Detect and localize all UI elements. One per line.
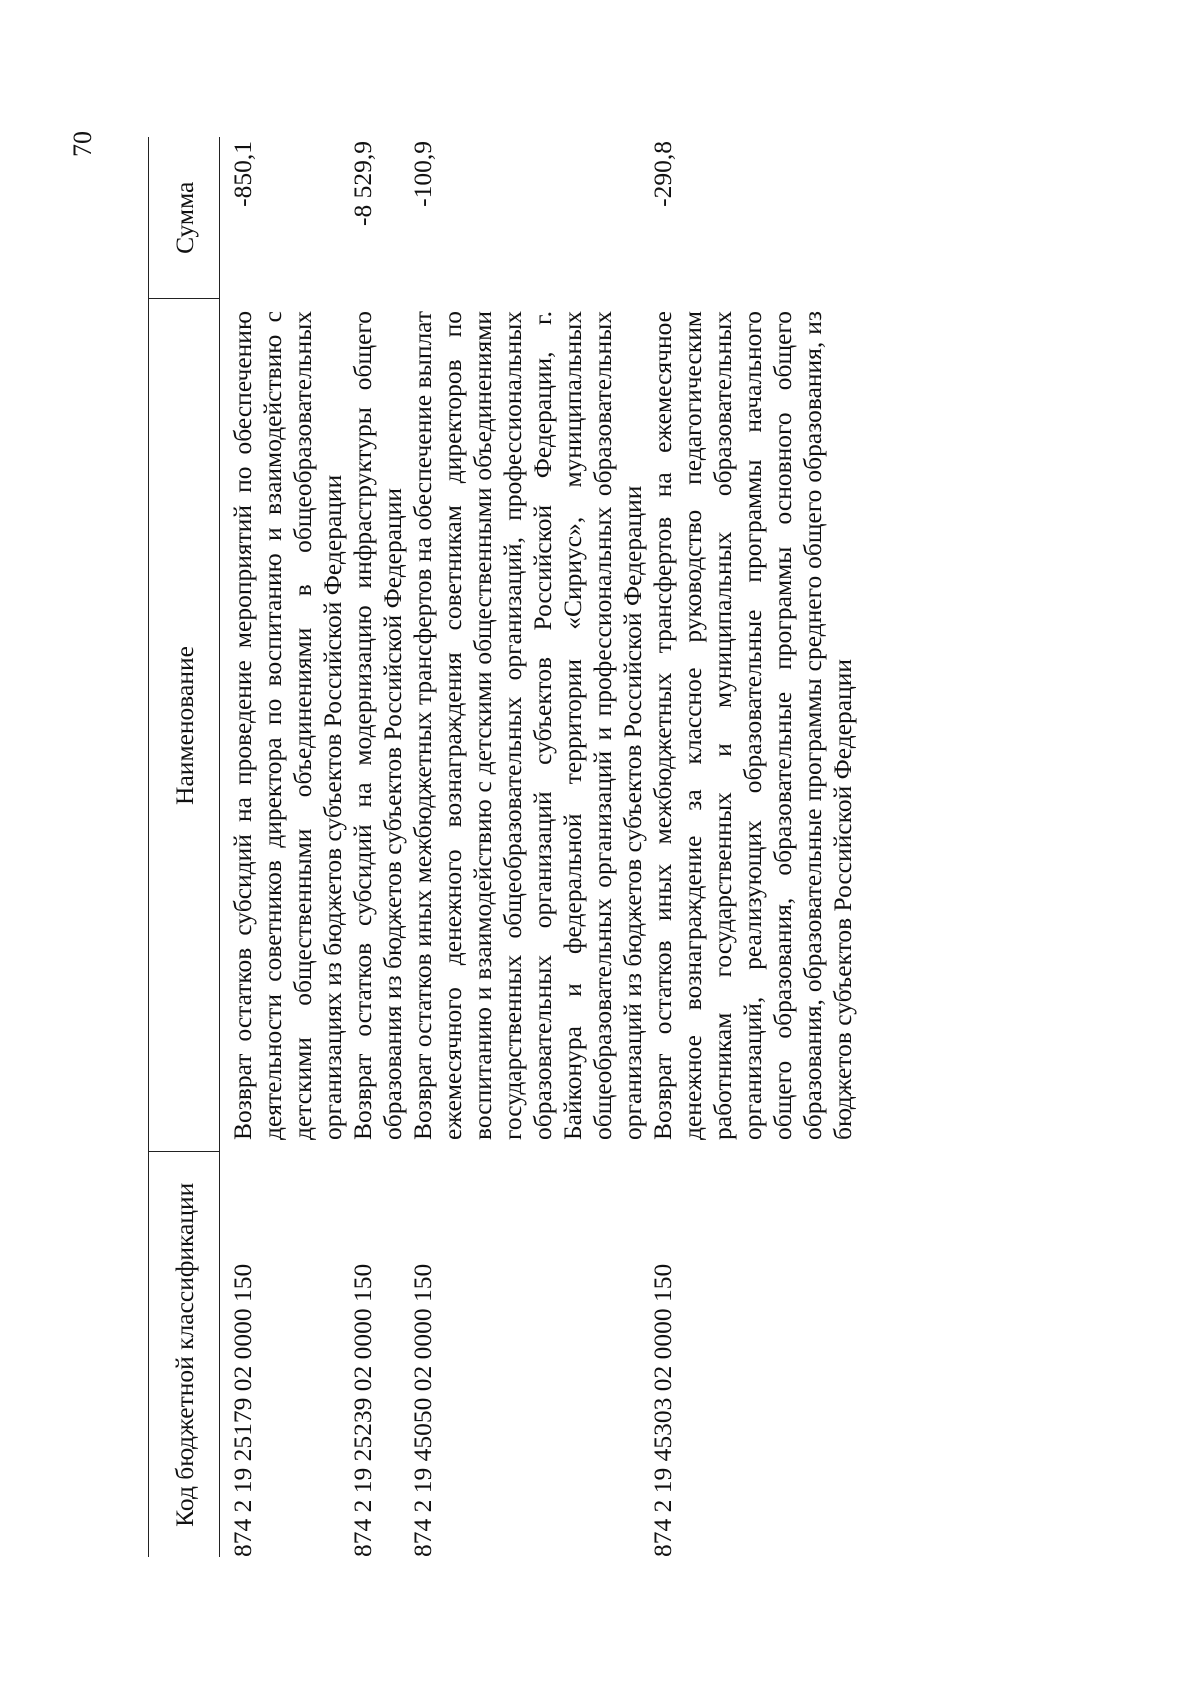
cell-code: 874 2 19 25239 02 0000 150 [348, 1263, 377, 1557]
cell-name: Возврат остатков иных межбюджетных трансфертов на обеспечение выплат ежемесячного денежного вознаграждения советникам директоров по воспитанию и взаимодействию с детскими общественными объединениями государственных общеобразовательных организаций, профессиональных образовательных организаций субъектов Российской Федерации, г. Байконура и федеральной территории «Сириус», муниципальных общеобразовательных организаций и профессиональных образовательных организаций из бюджетов субъектов Российской Федерации [408, 311, 647, 1140]
cell-name: Возврат остатков субсидий на проведение мероприятий по обеспечению деятельности советников директора по воспитанию и взаимодействию с детскими общественными объединениями в общеобразовательных организациях из бюджетов субъектов Российской Федерации [228, 311, 347, 1140]
table-header-row [149, 137, 220, 1557]
header-sum: Сумма [149, 137, 220, 299]
cell-code: 874 2 19 45303 02 0000 150 [648, 1263, 677, 1557]
table-row [348, 137, 408, 1557]
cell-name: Возврат остатков иных межбюджетных трансфертов на ежемесячное денежное вознаграждение за классное руководство педагогическим работникам государственных и муниципальных образовательных организаций, реализующих образовательные программы начального общего образования, образовательные программы основного общего образования, образовательные программы среднего общего образования, из бюджетов субъектов Российской Федерации [648, 311, 857, 1140]
cell-name: Возврат остатков субсидий на модернизацию инфраструктуры общего образования из бюджетов субъектов Российской Федерации [348, 311, 407, 1140]
table-row [220, 137, 349, 1557]
cell-sum: -100,9 [408, 141, 437, 207]
header-name: Наименование [149, 299, 220, 1152]
cell-sum: -8 529,9 [348, 141, 377, 226]
budget-table [148, 137, 858, 1557]
page-number: 70 [68, 131, 97, 157]
cell-code: 874 2 19 25179 02 0000 150 [228, 1263, 257, 1557]
table-row [648, 137, 858, 1557]
cell-sum: -290,8 [648, 141, 677, 207]
header-code: Код бюджетной классификации [149, 1152, 220, 1557]
cell-sum: -850,1 [228, 141, 257, 207]
table-row [408, 137, 648, 1557]
cell-code: 874 2 19 45050 02 0000 150 [408, 1263, 437, 1557]
